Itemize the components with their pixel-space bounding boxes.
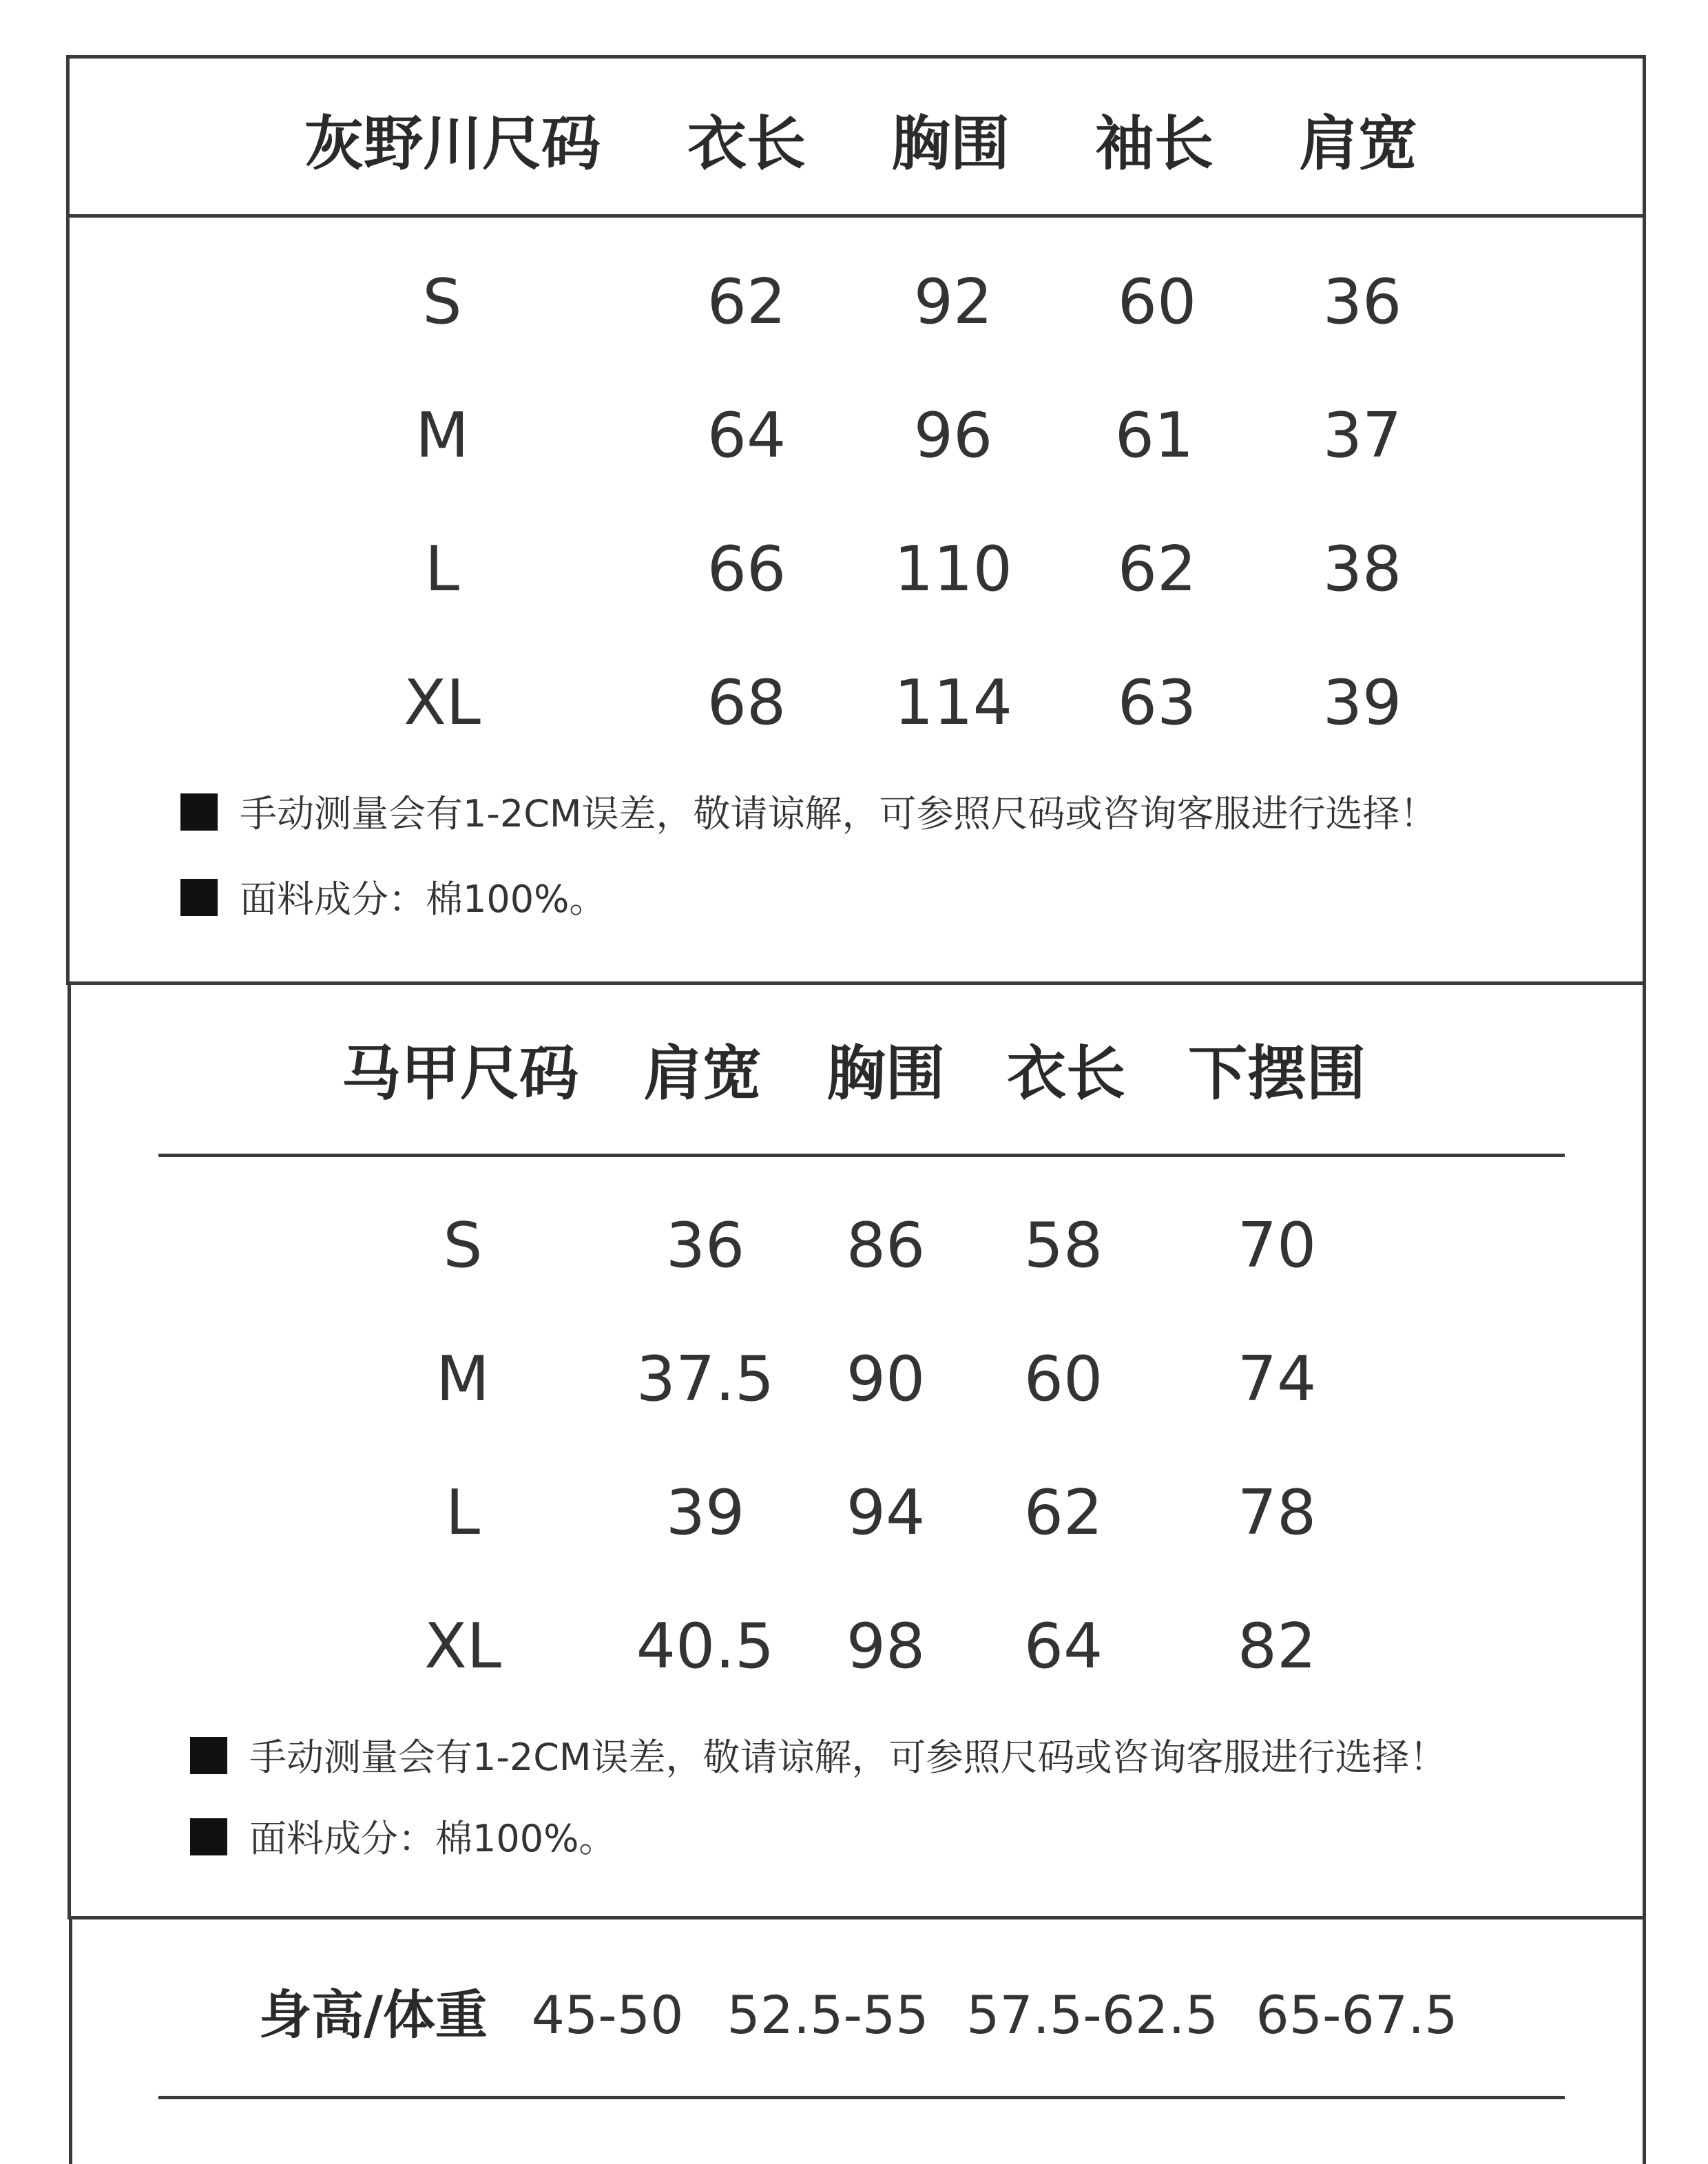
note-text: 面料成分：棉100%。 [240, 877, 607, 921]
table-cell: 62 [707, 266, 787, 338]
table-cell: 86 [846, 1209, 926, 1282]
table-cell: XL [404, 667, 481, 739]
column-header: 马甲尺码 [342, 1039, 579, 1108]
table-cell: 82 [1237, 1610, 1317, 1683]
table-cell: 98 [846, 1610, 926, 1683]
column-header: 胸围 [891, 110, 1010, 178]
table-cell: M [436, 1343, 490, 1415]
table-cell: 114 [894, 667, 1012, 739]
table-cell: L [445, 1477, 481, 1549]
table-cell: S [443, 1209, 483, 1282]
header-divider [158, 1154, 1565, 1157]
table-cell: 90 [846, 1343, 926, 1415]
note-fabric [180, 877, 607, 921]
table-cell: 110 [894, 533, 1012, 605]
column-header: 衣长 [687, 110, 806, 178]
table-cell: 37 [1322, 399, 1402, 472]
table-cell: 70 [1237, 1209, 1317, 1282]
table-cell: 40.5 [636, 1610, 775, 1683]
table-cell: 63 [1117, 667, 1197, 739]
note-text: 手动测量会有1-2CM误差，敬请谅解，可参照尺码或咨询客服进行选择！ [249, 1736, 1447, 1779]
bullet-square-icon [180, 793, 218, 831]
bullet-square-icon [180, 879, 218, 916]
column-header: 袖长 [1095, 110, 1214, 178]
table-cell: 92 [913, 266, 993, 338]
note-measurement [180, 793, 1437, 833]
bullet-square-icon [190, 1737, 227, 1774]
table-cell: L [424, 533, 460, 605]
table-cell: 68 [707, 667, 787, 739]
size-table-main [66, 55, 1646, 985]
header-divider [158, 2096, 1565, 2099]
table-cell: 62 [1023, 1477, 1103, 1549]
table-cell: 39 [665, 1477, 745, 1549]
table-cell: 36 [1322, 266, 1402, 338]
table-cell: 78 [1237, 1477, 1317, 1549]
table-cell: 36 [665, 1209, 745, 1282]
note-text: 面料成分：棉100%。 [249, 1817, 616, 1860]
table-cell: S [422, 266, 462, 338]
table-cell: 96 [913, 399, 993, 472]
table-cell: 94 [846, 1477, 926, 1549]
table-cell: 60 [1023, 1343, 1103, 1415]
column-header: 57.5-62.5 [966, 1984, 1218, 2046]
bullet-square-icon [190, 1818, 227, 1855]
table-cell: 64 [1023, 1610, 1103, 1683]
column-header: 下摆围 [1188, 1039, 1366, 1108]
table-cell: 60 [1117, 266, 1197, 338]
header-divider [66, 214, 1646, 218]
table-cell: 64 [707, 399, 787, 472]
column-header: 身高/体重 [259, 1984, 488, 2046]
note-measurement [190, 1736, 1447, 1779]
table-cell: 62 [1117, 533, 1197, 605]
column-header: 衣长 [1007, 1039, 1125, 1108]
table-cell: 58 [1023, 1209, 1103, 1282]
table-cell: 37.5 [636, 1343, 775, 1415]
table-cell: XL [424, 1610, 501, 1683]
table-cell: 61 [1114, 399, 1194, 472]
column-header: 65-67.5 [1256, 1984, 1458, 2046]
column-header: 肩宽 [1299, 110, 1417, 178]
table-cell: 38 [1322, 533, 1402, 605]
table-cell: 66 [707, 533, 787, 605]
note-text: 手动测量会有1-2CM误差，敬请谅解，可参照尺码或咨询客服进行选择！ [240, 792, 1437, 835]
column-header: 45-50 [531, 1984, 684, 2046]
table-cell: 74 [1237, 1343, 1317, 1415]
column-header: 灰野川尺码 [304, 110, 601, 178]
column-header: 肩宽 [643, 1039, 762, 1108]
note-fabric [190, 1818, 616, 1858]
table-cell: 39 [1322, 667, 1402, 739]
column-header: 52.5-55 [727, 1984, 929, 2046]
column-header: 胸围 [826, 1039, 945, 1108]
table-cell: M [415, 399, 469, 472]
